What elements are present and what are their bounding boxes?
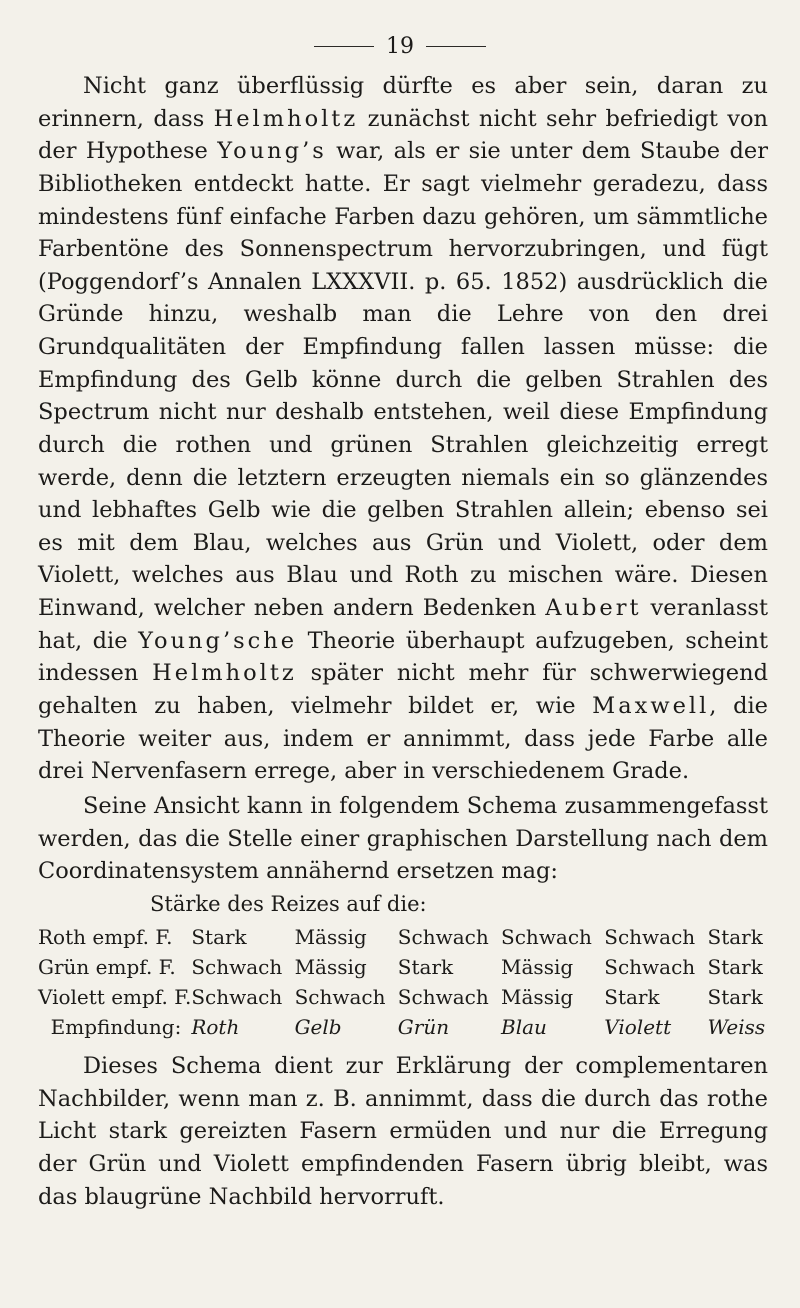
person-name: Maxwell [592,692,710,719]
color-scheme-table [38,922,773,1042]
page-header [0,34,800,59]
header-rule-left [314,46,374,47]
scheme-cell: Gelb [294,1015,342,1039]
scheme-cell: Schwach [397,925,489,949]
paragraph-2 [38,790,768,888]
text-run: Nicht ganz überflüssig dürfte es aber sein, daran zu erinnern, dass [38,73,768,132]
page-number: 19 [386,34,414,59]
text-run: Theorie überhaupt aufzugeben, scheint indessen [38,627,768,687]
text-run: war, als er sie unter dem Staube der Bibliotheken entdeckt hatte. Er sagt vielmehr geradezu, dass mindestens fünf einfache Farben dazu gehören, um sämmtliche Farbentöne des Sonnenspectrum hervorzubringen, und fügt (Poggendorf’s Annalen LXXXVII. p. 65. 1852) ausdrücklich die Gründe hinzu, weshalb man die Lehre von den drei Grundqualitäten der Empfindung fallen lassen müsse: die Empfindung des Gelb könne durch die gelben Strahlen des Spectrum nicht nur deshalb entstehen, weil diese Empfindung durch die rothen und grünen Strahlen gleichzeitig erregt werde, denn die letztern erzeugten niemals ein so glänzendes und lebhaftes Gelb wie die gelben Strahlen allein; ebenso sei es mit dem Blau, welches aus Grün und Violett, oder dem Violett, welches aus Blau und Roth zu mischen wäre. Diesen Einwand, welcher neben andern Bedenken [38,138,768,621]
scheme-cell: Stark [707,925,763,949]
scheme-cell: Stark [707,955,763,979]
paragraph-3-text: Dieses Schema dient zur Erklärung der complementaren Nachbilder, wenn man z. B. annimmt, dass die durch das rothe Licht stark gereizten Fasern ermüden und nur die Erregung der Grün und Violett empfindenden Fasern übrig bleibt, was das blaugrüne Nachbild hervorruft. [38,1053,768,1210]
scheme-cell: Weiss [707,1015,766,1039]
scheme-row [38,1012,773,1042]
scheme-cell: Stark [191,925,247,949]
scheme-row [38,922,773,952]
person-name: Helmholtz [213,105,359,132]
scheme-cell: Blau [501,1015,547,1039]
scheme-cell: Mässig [501,955,574,979]
scheme-cell: Mässig [294,955,367,979]
paragraph-3 [38,1050,768,1213]
scheme-row-label: Violett empf. F. [38,985,192,1009]
scheme-cell: Schwach [191,985,283,1009]
scheme-cell: Schwach [604,955,696,979]
scheme-row-label: Grün empf. F. [38,955,176,979]
scheme-cell: Stark [604,985,660,1009]
scheme-cell: Schwach [397,985,489,1009]
person-name: Young’sche [138,627,298,654]
paragraph-1 [38,70,768,788]
text-run: veranlasst hat, die [38,595,768,654]
text-run: , die Theorie weiter aus, indem er annimmt, dass jede Farbe alle drei Nervenfasern errege, aber in verschiedenem Grade. [38,692,768,785]
paragraph-2-text: Seine Ansicht kann in folgendem Schema zusammengefasst werden, das die Stelle einer graphischen Darstellung nach dem Coordinatensystem annähernd ersetzen mag: [38,793,768,885]
scheme-cell: Mässig [501,985,574,1009]
scheme-row-label: Empfindung: [50,1015,182,1039]
scheme-cell: Schwach [501,925,592,949]
scheme-cell: Stark [397,955,454,979]
scheme-cell: Grün [397,1015,450,1039]
text-run: später nicht mehr für schwerwiegend gehalten zu haben, vielmehr bildet er, wie [38,660,768,719]
scheme-cell: Stark [707,985,763,1009]
person-name: Aubert [545,595,642,621]
scheme-cell: Schwach [191,955,283,979]
scheme-cell: Schwach [294,985,386,1009]
scheme-row [38,952,773,982]
text-run: zunächst nicht sehr befriedigt von der Hypothese [38,105,768,165]
scheme-caption: Stärke des Reizes auf die: [150,892,427,916]
person-name: Young’s [217,138,327,165]
header-rule-right [426,46,486,47]
scheme-cell: Violett [604,1015,672,1039]
scheme-cell: Mässig [294,925,367,949]
scheme-row-label: Roth empf. F. [38,925,173,949]
scheme-cell: Roth [191,1015,240,1039]
scheme-cell: Schwach [604,925,696,949]
scheme-row [38,982,773,1012]
person-name: Helmholtz [152,660,297,687]
